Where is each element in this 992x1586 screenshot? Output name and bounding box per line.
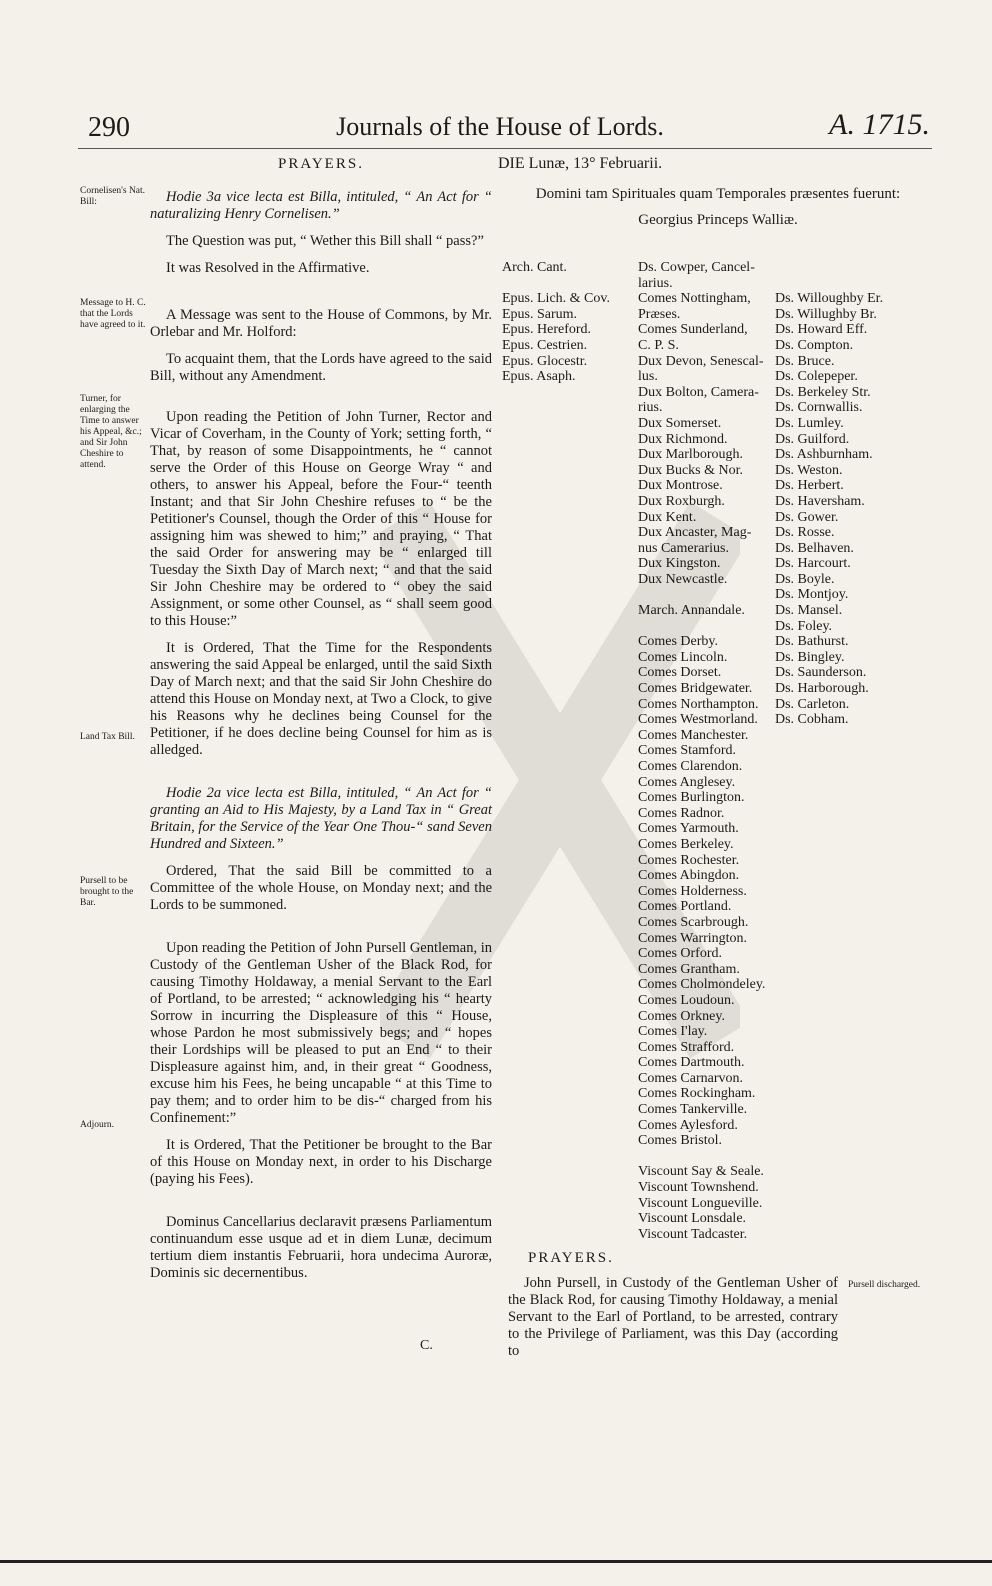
paragraph: Dominus Cancellarius declaravit præsens Parliamentum continuandum esse usque ad et in diem Lunæ, decimum tertium diem instantis Februarii, hora undecima Auroræ, Dominis sic decernentibus.	[150, 1214, 492, 1281]
member-name: Ds. Harborough.	[775, 681, 869, 697]
prayers-heading-2: PRAYERS.	[528, 1250, 614, 1266]
member-name: Comes Orkney.	[638, 1008, 725, 1024]
member-name: Dux Richmond.	[638, 431, 728, 447]
journal-title: Journals of the House of Lords.	[336, 112, 664, 141]
paragraph: Ordered, That the said Bill be committed to a Committee of the whole House, on Monday next; and the Lords to be summoned.	[150, 863, 492, 913]
paragraph: Hodie 3a vice lecta est Billa, intituled, “ An Act for “ naturalizing Henry Cornelisen.”	[150, 189, 492, 222]
member-name: rius.	[638, 400, 663, 416]
member-name: larius.	[638, 275, 673, 291]
member-name: Comes Abingdon.	[638, 868, 740, 884]
member-name: Ds. Herbert.	[775, 478, 844, 494]
member-name	[775, 260, 883, 276]
member-name: Comes Scarbrough.	[638, 914, 749, 930]
prince-line: Georgius Princeps Walliæ.	[638, 212, 798, 228]
member-name: Comes Loudoun.	[638, 992, 735, 1008]
margin-note: Pursell to be brought to the Bar.	[80, 876, 134, 908]
member-name: Comes Yarmouth.	[638, 821, 739, 837]
member-name: Ds. Willughby Br.	[775, 306, 877, 322]
member-name: Dux Kingston.	[638, 556, 721, 572]
member-name: Comes Burlington.	[638, 790, 745, 806]
member-name: Ds. Bingley.	[775, 649, 845, 665]
member-name: lus.	[638, 369, 658, 385]
member-name: Comes Orford.	[638, 946, 722, 962]
member-name: Comes Cholmondeley.	[638, 977, 766, 993]
margin-note: Cornelisen's Nat. Bill:	[80, 186, 146, 207]
member-name: Ds. Ashburnham.	[775, 447, 873, 463]
paragraph: It was Resolved in the Affirmative.	[166, 260, 370, 276]
member-name	[638, 587, 765, 603]
paragraph: The Question was put, “ Wether this Bill shall “ pass?”	[166, 233, 484, 249]
header-rule	[78, 148, 932, 149]
margin-note: Message to H. C. that the Lords have agreed to it.	[80, 298, 146, 330]
member-name: Comes Northampton.	[638, 696, 759, 712]
member-name: Ds. Boyle.	[775, 571, 835, 587]
member-name: Comes Strafford.	[638, 1039, 735, 1055]
member-name: Dux Kent.	[638, 509, 697, 525]
sitting-date: DIE Lunæ, 13° Februarii.	[498, 155, 663, 172]
attendance-intro: Domini tam Spirituales quam Temporales præsentes fuerunt:	[535, 186, 901, 202]
member-name	[638, 1149, 765, 1165]
member-name: Ds. Willoughby Er.	[775, 291, 884, 307]
member-name: Epus. Lich. & Cov.	[502, 291, 610, 307]
member-name: Ds. Belhaven.	[775, 540, 854, 556]
member-name: Comes Clarendon.	[638, 759, 743, 774]
margin-note: Turner, for enlarging the Time to answer his Appeal, &c.; and Sir John Cheshire to attend.	[80, 394, 142, 470]
member-name: nus Camerarius.	[638, 540, 729, 556]
member-name: Ds. Montjoy.	[775, 587, 849, 603]
paragraph: It is Ordered, That the Petitioner be brought to the Bar of this House on Monday next, in order to his Discharge (paying his Fees).	[150, 1137, 492, 1187]
prayers-section-2	[508, 1250, 938, 1370]
member-name: Comes Tankerville.	[638, 1102, 748, 1118]
member-name: Comes Stamford.	[638, 743, 736, 759]
member-name: Comes Grantham.	[638, 961, 740, 977]
prayers-heading: PRAYERS.	[278, 156, 364, 172]
member-name: Ds. Foley.	[775, 618, 833, 634]
member-name: Comes Westmorland.	[638, 712, 758, 728]
member-name: Dux Roxburgh.	[638, 493, 725, 509]
paragraph: It is Ordered, That the Time for the Respondents answering the said Appeal be enlarged, until the said Sixth Day of March next; and that the said Sir John Cheshire do attend this House on Monday next, at Two a Clock, to give his Reasons why he declines being Counsel for the Petitioner, if he does decline being Counsel for him as is alledged.	[150, 640, 492, 758]
member-name: Epus. Glocestr.	[502, 353, 588, 369]
member-name: Dux Bolton, Camera-	[638, 384, 759, 400]
paragraph: Hodie 2a vice lecta est Billa, intituled, “ An Act for “ granting an Aid to His Majesty, by a Land Tax in “ Great Britain, for the Service of the Year One Thou-“ sand Seven Hundred and Sixteen.”	[150, 785, 492, 852]
member-name: Comes I'lay.	[638, 1024, 708, 1040]
member-name	[502, 276, 610, 292]
bottom-rule	[0, 1560, 992, 1563]
member-name: Dux Marlborough.	[638, 447, 743, 463]
member-name: Ds. Compton.	[775, 337, 854, 353]
member-name: Comes Bridgewater.	[638, 681, 753, 697]
member-name: Epus. Hereford.	[502, 322, 592, 338]
member-name: Arch. Cant.	[502, 260, 567, 275]
member-name: Ds. Rosse.	[775, 525, 835, 541]
member-name: Comes Berkeley.	[638, 836, 734, 852]
member-name: Comes Anglesey.	[638, 774, 736, 790]
paragraph: To acquaint them, that the Lords have agreed to the said Bill, without any Amendment.	[150, 351, 492, 384]
member-name: Dux Ancaster, Mag-	[638, 525, 752, 541]
member-name: Ds. Haversham.	[775, 493, 865, 509]
member-name: Epus. Sarum.	[502, 306, 578, 322]
member-name: Dux Somerset.	[638, 415, 722, 431]
member-name: Comes Radnor.	[638, 805, 725, 821]
member-name: Ds. Cowper, Cancel-	[638, 260, 755, 275]
member-name: Comes Warrington.	[638, 930, 748, 946]
member-name: Comes Aylesford.	[638, 1117, 738, 1133]
member-name: Ds. Saunderson.	[775, 665, 867, 681]
member-name: Ds. Gower.	[775, 509, 839, 525]
member-name: Ds. Bruce.	[775, 353, 835, 369]
member-name: Dux Newcastle.	[638, 571, 728, 587]
member-name: Dux Montrose.	[638, 478, 723, 494]
member-name: Ds. Bathurst.	[775, 634, 849, 650]
member-name: Ds. Cobham.	[775, 712, 849, 728]
member-name: Comes Holderness.	[638, 883, 747, 899]
member-name: Dux Devon, Senescal-	[638, 353, 764, 369]
member-name: Ds. Mansel.	[775, 603, 843, 619]
margin-note: Pursell discharged.	[848, 1280, 921, 1290]
member-name	[775, 276, 883, 292]
paragraph: Upon reading the Petition of John Turner, Rector and Vicar of Coverham, in the County of York; setting forth, “ That, by reason of some Disappointments, he “ cannot serve the Order of this House on George Wray “ and others, to answer his Appeal, before the Four-“ teenth Instant; and that Sir John Cheshire refuses to “ be the Petitioner's Counsel, though the Order of this “ House for assigning him was shewed to him;” and praying, “ That the said Order for answering may be “ enlarged till Tuesday the Sixth Day of March next; “ and that the said Sir John Cheshire may be ordered to “ obey the said Assignment, or some other Counsel, as “ shall seem good to this House:”	[150, 409, 492, 629]
member-name: Epus. Cestrien.	[502, 337, 588, 353]
member-name: Viscount Townshend.	[638, 1180, 759, 1196]
paragraph: A Message was sent to the House of Commons, by Mr. Orlebar and Mr. Holford:	[150, 307, 492, 340]
member-name: Viscount Tadcaster.	[638, 1226, 748, 1242]
year-label: A. 1715.	[829, 108, 930, 141]
member-name: Comes Nottingham,	[638, 291, 751, 307]
member-name: Epus. Asaph.	[502, 369, 576, 385]
member-name: Comes Manchester.	[638, 727, 749, 743]
margin-note: Adjourn.	[80, 1120, 115, 1130]
footer-signature: C.	[420, 1338, 433, 1353]
member-name: Ds. Howard Eff.	[775, 322, 868, 338]
member-name: Viscount Longueville.	[638, 1195, 763, 1211]
member-name: Ds. Berkeley Str.	[775, 384, 871, 400]
member-name: Viscount Lonsdale.	[638, 1211, 747, 1227]
paragraph: John Pursell, in Custody of the Gentleman Usher of the Black Rod, for causing Timothy Holdaway, a menial Servant to the Earl of Portland, to be arrested, contrary to the Privilege of Parliament, was this Day (according to	[508, 1275, 838, 1359]
peers-column	[638, 260, 765, 1242]
member-name: Comes Carnarvon.	[638, 1070, 743, 1086]
member-name: Comes Dartmouth.	[638, 1055, 745, 1071]
member-name: Ds. Harcourt.	[775, 556, 851, 572]
member-name: Præses.	[638, 306, 681, 322]
member-name: Comes Sunderland,	[638, 322, 748, 338]
member-name: March. Annandale.	[638, 603, 745, 619]
member-name: Comes Rockingham.	[638, 1086, 756, 1102]
member-name: Comes Derby.	[638, 634, 718, 650]
member-name: Ds. Carleton.	[775, 696, 850, 712]
member-name	[638, 619, 765, 635]
page-number: 290	[88, 112, 130, 143]
member-name: C. P. S.	[638, 337, 679, 353]
member-name: Ds. Colepeper.	[775, 369, 858, 385]
member-name: Comes Rochester.	[638, 852, 740, 868]
barons-column	[775, 260, 883, 728]
member-name: Ds. Lumley.	[775, 415, 844, 431]
member-name: Ds. Guilford.	[775, 431, 850, 447]
paragraph: Upon reading the Petition of John Pursell Gentleman, in Custody of the Gentleman Usher of the Black Rod, for causing Timothy Holdaway, a menial Servant to the Earl of Portland, to be arrested; “ acknowledging his “ hearty Sorrow in incurring the Displeasure of this “ House, whose Pardon he most submissively begs; and “ hopes their Lordships will be pleased to put an End “ to their Displeasure against him, and, in their great “ Goodness, excuse him his Fees, he being uncapable “ at this Time to pay them; and to order him to be dis-“ charged from his Confinement:”	[150, 940, 492, 1126]
margin-note: Land Tax Bill.	[80, 732, 135, 742]
member-name: Comes Lincoln.	[638, 649, 728, 665]
left-column	[150, 156, 492, 1292]
bishops-column	[502, 260, 610, 385]
member-name: Comes Portland.	[638, 899, 732, 915]
member-name: Ds. Weston.	[775, 462, 843, 478]
attendance-header	[498, 156, 938, 228]
page-header	[70, 108, 930, 148]
member-name: Comes Bristol.	[638, 1133, 723, 1149]
member-name: Viscount Say & Seale.	[638, 1164, 764, 1180]
member-name: Dux Bucks & Nor.	[638, 462, 743, 478]
member-name: Comes Dorset.	[638, 665, 722, 681]
member-name: Ds. Cornwallis.	[775, 400, 863, 416]
